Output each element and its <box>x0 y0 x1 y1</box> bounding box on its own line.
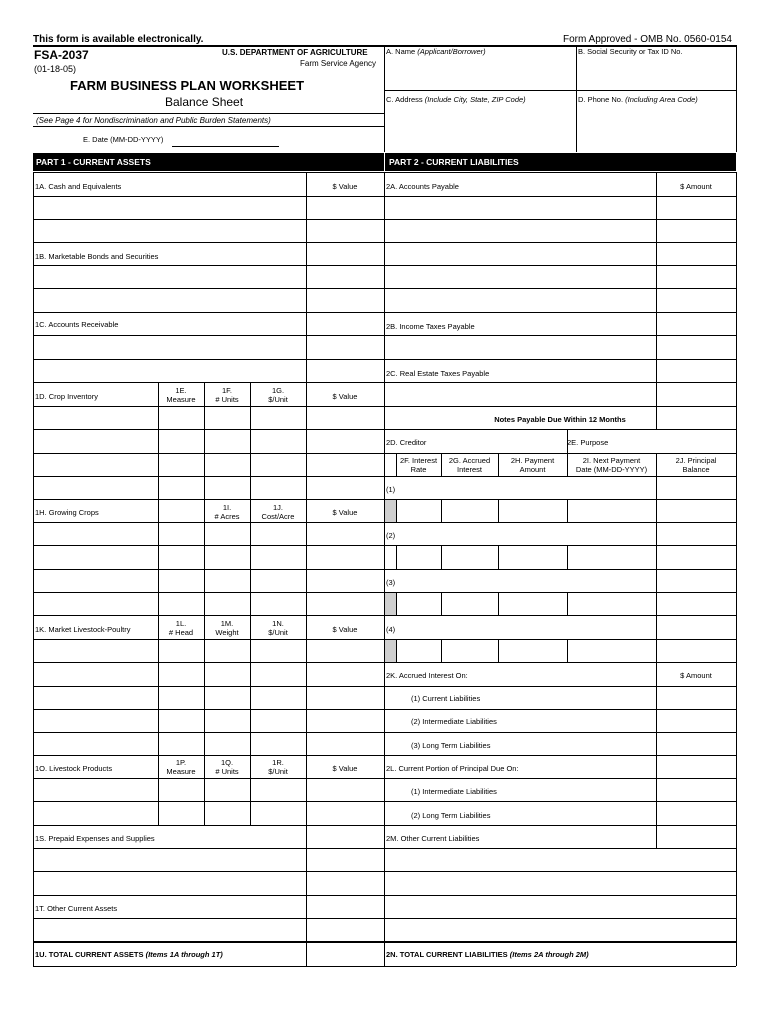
item-1c-label: 1C. Accounts Receivable <box>35 320 119 329</box>
item-1d-label: 1D. Crop Inventory <box>35 392 98 401</box>
item-2k2-label: (2) Intermediate Liabilities <box>411 717 497 726</box>
item-2d-label: 2D. Creditor <box>386 438 427 447</box>
item-2e-label: 2E. Purpose <box>567 438 609 447</box>
item-2i-header: 2I. Next Payment Date (MM-DD-YYYY) <box>575 456 648 474</box>
form-title: FARM BUSINESS PLAN WORKSHEET <box>70 78 305 93</box>
item-1f-header: 1F. # Units <box>215 386 239 404</box>
item-1a-label: 1A. Cash and Equivalents <box>35 182 122 191</box>
item-2k-label: 2K. Accrued Interest On: <box>386 671 468 680</box>
item-2c-label: 2C. Real Estate Taxes Payable <box>386 369 490 378</box>
item-1s-label: 1S. Prepaid Expenses and Supplies <box>35 834 155 843</box>
item-1n-header: 1N. $/Unit <box>268 619 288 637</box>
item-1t-label: 1T. Other Current Assets <box>35 904 118 913</box>
item-1q-header: 1Q. # Units <box>215 758 239 776</box>
date-label: E. Date (MM-DD-YYYY) <box>83 135 164 144</box>
item-1r-header: 1R. $/Unit <box>268 758 288 776</box>
item-1m-header: 1M. Weight <box>215 619 239 637</box>
item-1h-label: 1H. Growing Crops <box>35 508 99 517</box>
date-field[interactable] <box>172 146 279 147</box>
item-2h-header: 2H. Payment Amount <box>510 456 555 474</box>
part1-header: PART 1 - CURRENT ASSETS <box>33 153 384 171</box>
phone-field-label[interactable]: D. Phone No. (Including Area Code) <box>578 95 698 104</box>
item-1o-value-header: $ Value <box>332 764 358 773</box>
note-1-label: (1) <box>386 485 396 494</box>
item-1j-header: 1J. Cost/Acre <box>261 503 295 521</box>
item-2k1-label: (1) Current Liabilities <box>411 694 481 703</box>
item-2m-label: 2M. Other Current Liabilities <box>386 834 480 843</box>
item-2l2-label: (2) Long Term Liabilities <box>411 811 491 820</box>
note-2-label: (2) <box>386 531 396 540</box>
item-1k-label: 1K. Market Livestock-Poultry <box>35 625 131 634</box>
notes-payable-heading: Notes Payable Due Within 12 Months <box>494 415 626 424</box>
agency-sub: Farm Service Agency <box>300 59 377 68</box>
item-2b-label: 2B. Income Taxes Payable <box>386 322 475 331</box>
item-1i-header: 1I. # Acres <box>214 503 240 521</box>
form-date: (01-18-05) <box>34 64 77 74</box>
form-number: FSA-2037 <box>34 48 89 62</box>
omb-number: Form Approved - OMB No. 0560-0154 <box>563 34 732 45</box>
item-2l1-label: (1) Intermediate Liabilities <box>411 787 497 796</box>
item-1p-header: 1P. Measure <box>166 758 196 776</box>
note-3-label: (3) <box>386 578 396 587</box>
item-2j-header: 2J. Principal Balance <box>675 456 717 474</box>
item-1g-header: 1G. $/Unit <box>268 386 288 404</box>
ssn-field-label[interactable]: B. Social Security or Tax ID No. <box>578 47 683 56</box>
item-1k-value-header: $ Value <box>332 625 358 634</box>
item-1e-header: 1E. Measure <box>166 386 196 404</box>
agency-dept: U.S. DEPARTMENT OF AGRICULTURE <box>222 48 368 57</box>
item-2l-label: 2L. Current Portion of Principal Due On: <box>386 764 519 773</box>
item-1o-label: 1O. Livestock Products <box>35 764 113 773</box>
see-page-notice: (See Page 4 for Nondiscrimination and Public Burden Statements) <box>36 116 271 125</box>
item-2a-amount-header: $ Amount <box>680 182 712 191</box>
item-2g-header: 2G. Accrued Interest <box>448 456 491 474</box>
item-2n-label: 2N. TOTAL CURRENT LIABILITIES (Items 2A through 2M) <box>386 950 589 959</box>
item-1u-label: 1U. TOTAL CURRENT ASSETS (Items 1A through 1T) <box>35 950 223 959</box>
name-field-label[interactable]: A. Name (Applicant/Borrower) <box>386 47 486 56</box>
item-1a-value-header: $ Value <box>332 182 358 191</box>
item-2k-amount-header: $ Amount <box>680 671 712 680</box>
note-4-label: (4) <box>386 625 396 634</box>
item-2a-label: 2A. Accounts Payable <box>386 182 459 191</box>
item-1l-header: 1L. # Head <box>168 619 194 637</box>
part2-header: PART 2 - CURRENT LIABILITIES <box>385 153 736 171</box>
address-field-label[interactable]: C. Address (Include City, State, ZIP Code) <box>386 95 526 104</box>
item-1d-value-header: $ Value <box>332 392 358 401</box>
item-1b-label: 1B. Marketable Bonds and Securities <box>35 252 159 261</box>
item-2f-header: 2F. Interest Rate <box>399 456 438 474</box>
electronic-notice: This form is available electronically. <box>33 34 204 45</box>
item-2k3-label: (3) Long Term Liabilities <box>411 741 491 750</box>
item-1h-value-header: $ Value <box>332 508 358 517</box>
form-subtitle: Balance Sheet <box>165 95 244 109</box>
